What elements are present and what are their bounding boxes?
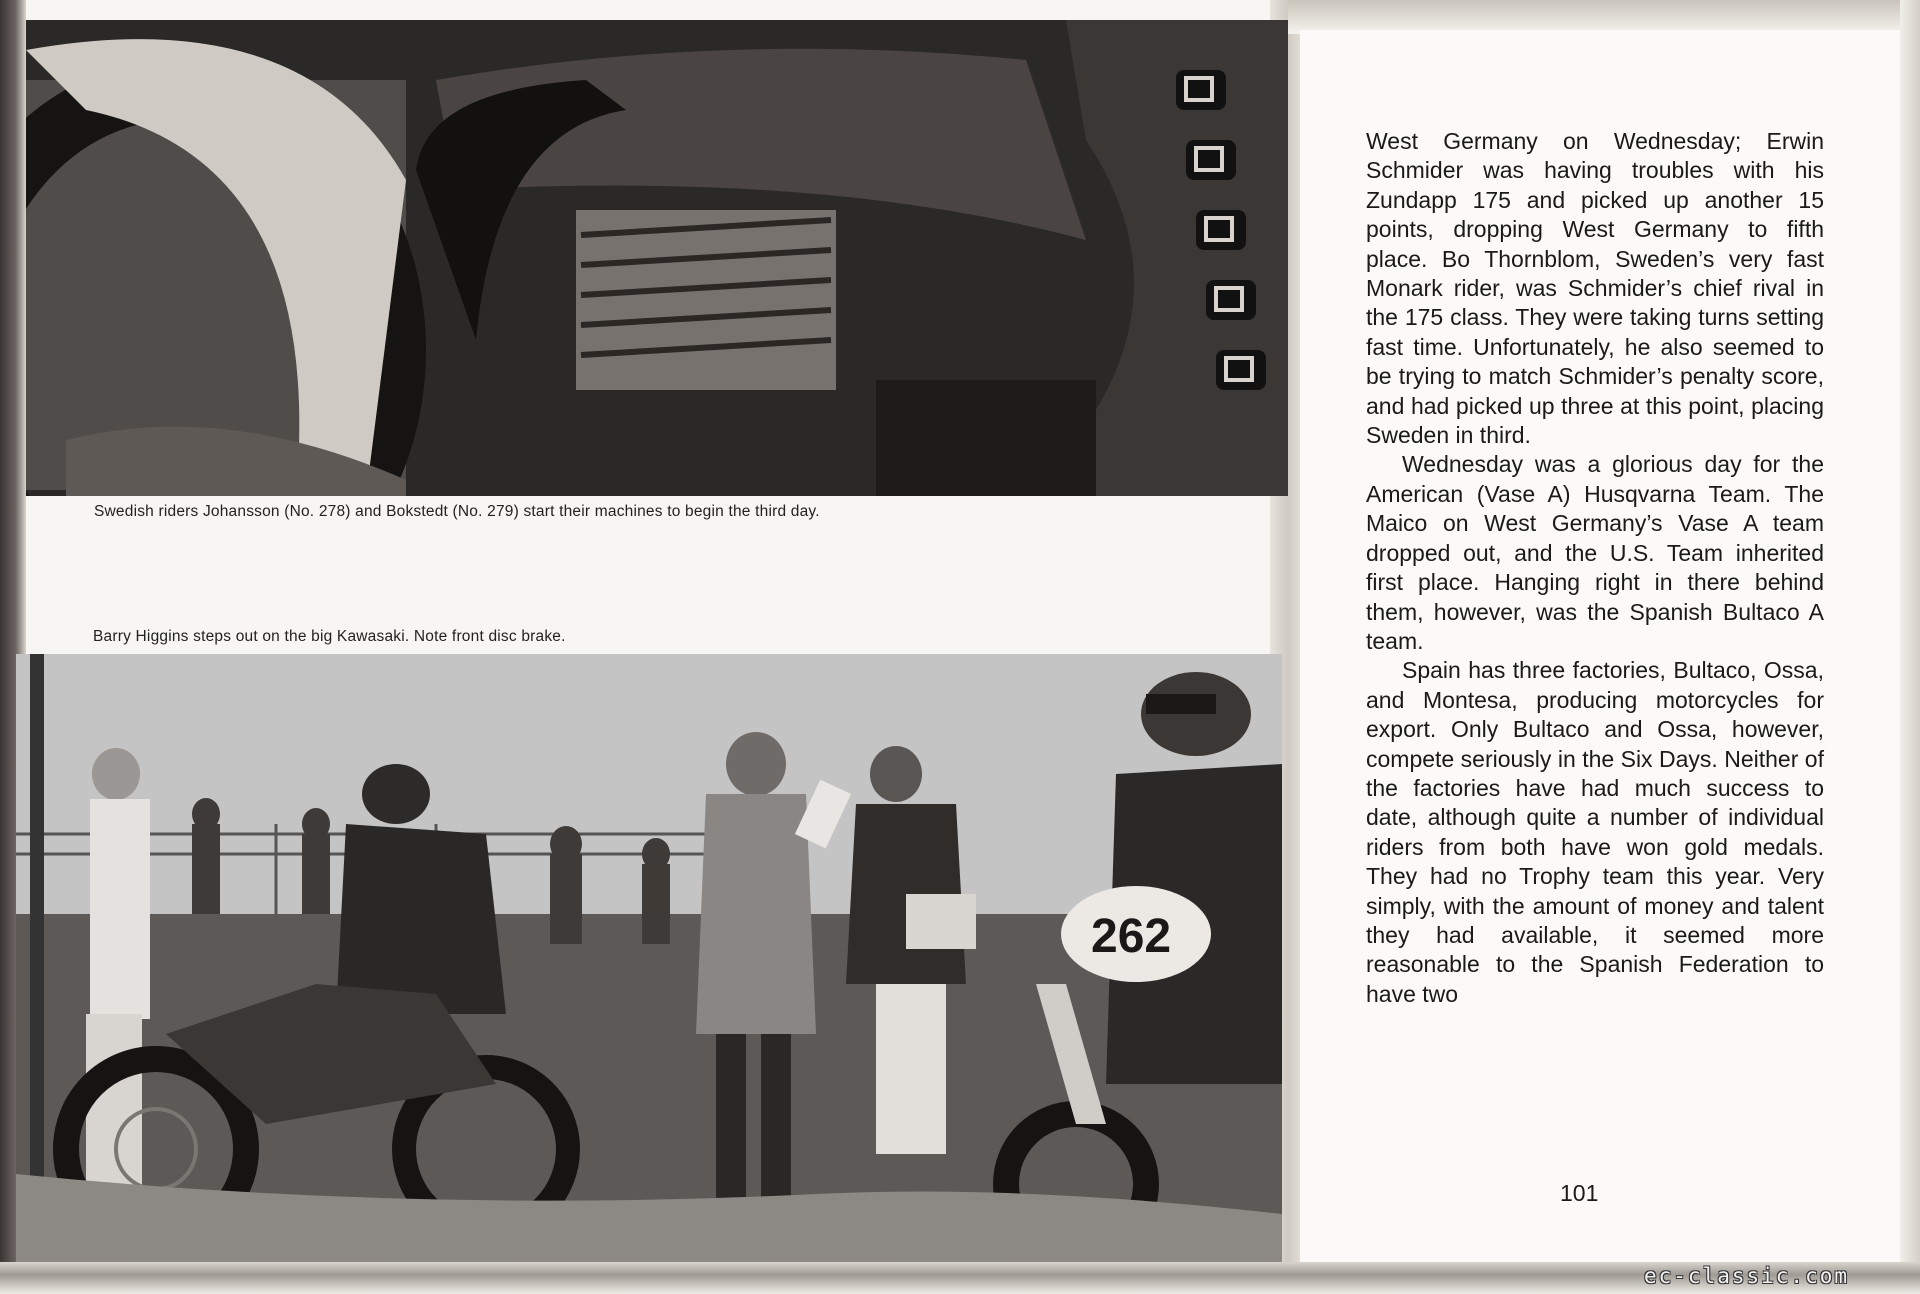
- page-edge-top: [1288, 0, 1920, 34]
- page-number: 101: [1560, 1180, 1599, 1206]
- watermark: ec-classic.com: [1644, 1264, 1850, 1288]
- photo-riders-start-image: [16, 654, 1282, 1262]
- page-edge-right: [1900, 0, 1920, 1294]
- page-edge-bottom: [0, 1262, 1920, 1294]
- body-text: [1366, 127, 1824, 1009]
- paragraph-3: Spain has three factories, Bultaco, Ossa, and Montesa, producing motorcycles for export. Only Bultaco and Ossa, however, compete seriously in the Six Days. Neither of the factories have had much success to date, although quite a number of individual riders from both have won gold medals. They had no Trophy team this year. Very simply, with the amount of money and talent they had available, it seemed more reasonable to the Spanish Federation to have two: [1366, 657, 1824, 1007]
- number-plate-text: 262: [1091, 910, 1172, 963]
- photo-motorcycle-closeup: [26, 20, 1288, 496]
- caption-top-photo: Swedish riders Johansson (No. 278) and Bokstedt (No. 279) start their machines to begin the third day.: [94, 503, 820, 520]
- photo-motorcycle-closeup-image: [26, 20, 1288, 496]
- paragraph-2: Wednesday was a glorious day for the American (Vase A) Husqvarna Team. The Maico on West Germany’s Vase A team dropped out, and the U.S. Team inherited first place. Hanging right in there behind them, however, was the Spanish Bultaco A team.: [1366, 451, 1824, 654]
- paragraph-1: West Germany on Wednesday; Erwin Schmider was having troubles with his Zundapp 175 and picked up another 15 points, dropping West Germany to fifth place. Bo Thornblom, Sweden’s very fast Monark rider, was Schmider’s chief rival in the 175 class. They were taking turns setting fast time. Unfortunately, he also seemed to be trying to match Schmider’s penalty score, and had picked up three at this point, placing Sweden in third.: [1366, 128, 1824, 449]
- caption-bottom-photo: Barry Higgins steps out on the big Kawasaki. Note front disc brake.: [93, 628, 566, 645]
- photo-riders-start: [16, 654, 1282, 1262]
